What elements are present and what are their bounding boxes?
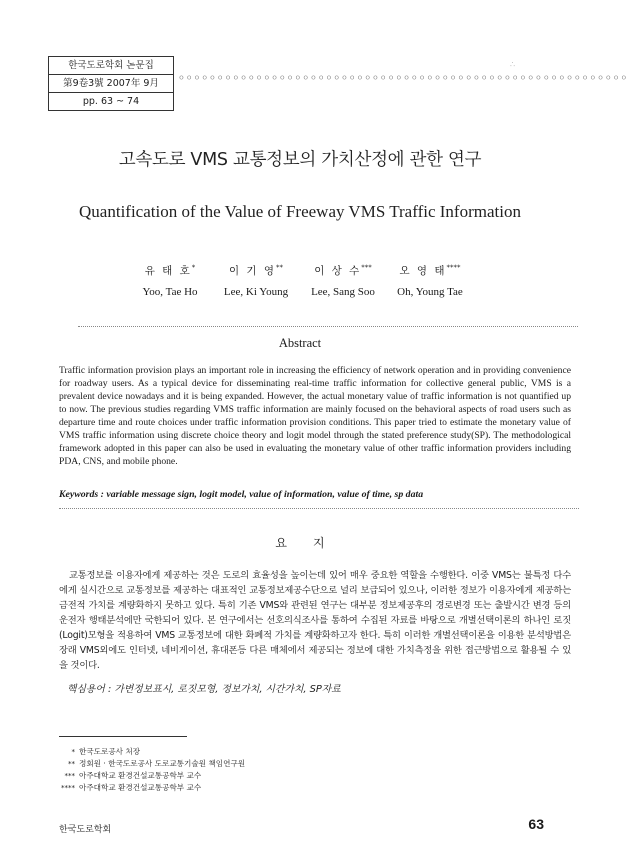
scan-mark-icon: ∴ [510,60,516,69]
footnote-item [59,782,459,794]
keywords-korean: 핵심용어 : 가변정보표시, 로짓모형, 정보가치, 시간가치, SP자료 [67,684,341,695]
summary-heading: 요지 [275,536,351,550]
section-divider [59,508,579,509]
journal-pages: pp. 63 ~ 74 [82,96,140,107]
footnote-text: 아주대학교 환경건설교통공학부 교수 [79,783,202,792]
author-mark: * [191,263,196,272]
footnotes [59,746,459,794]
author-mark: ** [276,263,284,272]
abstract-heading: Abstract [278,336,322,350]
footnote-text: 한국도로공사 처장 [79,747,141,756]
page-number: 63 [528,816,544,832]
section-divider [78,326,578,327]
footnote-divider [59,736,187,737]
author-mark: **** [446,263,461,272]
author-mark: *** [361,263,372,272]
author-name-en: Yoo, Tae Ho [142,286,198,298]
footnote-mark: ** [68,760,75,768]
footnote-item [59,770,459,782]
author-name-ko: 유 태 호 [144,265,192,277]
footnote-mark: **** [61,784,75,792]
footnote-mark: *** [64,772,75,780]
author-name-ko: 이 기 영 [228,265,277,277]
footnote-item [59,746,459,758]
author-name-en: Oh, Young Tae [397,286,463,298]
title-korean: 고속도로 VMS 교통정보의 가치산정에 관한 연구 [118,150,482,170]
footnote-mark: * [71,748,75,756]
author-name-en: Lee, Sang Soo [311,286,375,298]
author-4 [370,263,490,298]
footer-journal-name: 한국도로학회 [59,825,112,835]
footnote-text: 정회원 · 한국도로공사 도로교통기술원 책임연구원 [79,759,246,768]
keywords-english: Keywords : variable message sign, logit model, value of information, value of time, sp data [59,489,424,500]
journal-volume: 第9卷3號 2007年 9月 [49,75,173,93]
journal-name: 한국도로학회 논문집 [49,57,173,75]
title-english: Quantification of the Value of Freeway VMS Traffic Information [79,202,521,221]
abstract-body: Traffic information provision plays an important role in increasing the efficiency of network operation and in providing convenience for roadway users. As a typical device for disseminating real-time traffic information for collective general public, VMS is a prevalent device nowadays and it is being expanded. However, the actual monetary value of traffic information is not quantified up to now. The previous studies regarding VMS traffic information are mainly focused on the behavioral aspects of road users such as departure time and route choices under traffic information provision conditions. This paper tried to estimate the monetary value of VMS traffic information using discrete choice theory and logit model through the stated preference study(SP). The methodological framework adopted in this paper can also be used in evaluating the monetary value of other traffic information providers including PDA, CNS, and mobile phone. [59,365,571,467]
author-name-en: Lee, Ki Young [223,286,289,298]
header-dotted-rule: ㅇㅇㅇㅇㅇㅇㅇㅇㅇㅇㅇㅇㅇㅇㅇㅇㅇㅇㅇㅇㅇㅇㅇㅇㅇㅇㅇㅇㅇㅇㅇㅇㅇㅇㅇㅇㅇㅇㅇㅇㅇㅇㅇㅇㅇㅇㅇㅇㅇㅇㅇㅇㅇㅇㅇㅇㅇㅇ [178,74,628,82]
author-name-ko: 이 상 수 [314,265,362,277]
footnote-item [59,758,459,770]
footnote-text: 아주대학교 환경건설교통공학부 교수 [79,771,202,780]
author-name-ko: 오 영 태 [399,265,447,277]
journal-info-box [48,56,174,111]
summary-body: 교통정보를 이용자에게 제공하는 것은 도로의 효율성을 높이는데 있어 매우 중요한 역할을 수행한다. 이중 VMS는 불특정 다수에게 실시간으로 교통정보를 제공하는 대표적인 교통정보제공수단으로 널리 보급되어 있으나, 이러한 정보가 이용자에게 제공하는 금전적 가치를 계량화하지 못하고 있다. 특히 기존 VMS와 관련된 연구는 대부분 정보제공후의 경로변경 또는 출발시간 변경 등의 운전자 행태분석에만 국한되어 있다. 본 연구에서는 선호의식조사를 통하여 수집된 자료를 바탕으로 개별선택이론의 하나인 로짓(Logit)모형을 적용하여 VMS 교통정보에 대한 화폐적 가치를 계량화하고자 한다. 특히 이러한 개별선택이론을 이용한 분석방법은 장래 VMS외에도 인터넷, 네비게이션, 휴대폰등 다른 매체에서 제공되는 정보에 대한 가치측정을 위한 접근방법으로 활용될 수 있을 것이다. [59,570,571,671]
